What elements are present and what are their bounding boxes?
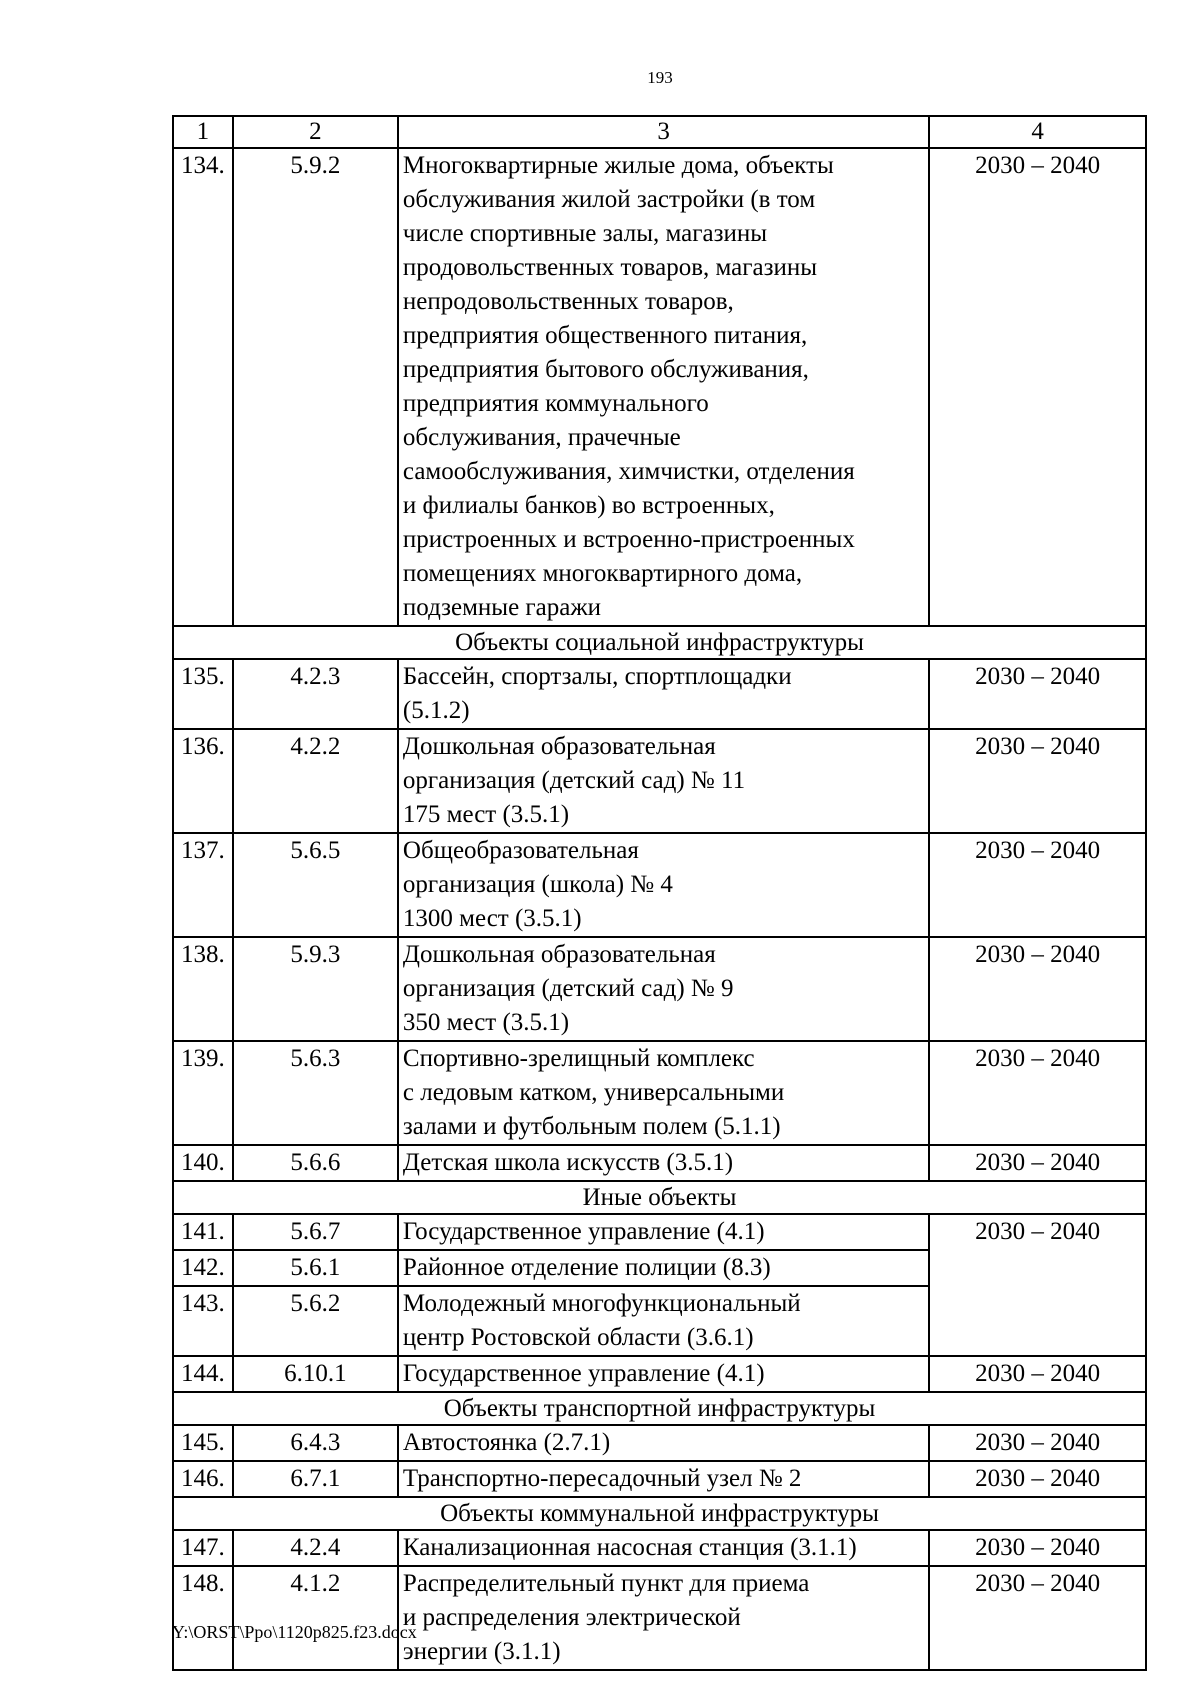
row-description: Дошкольная образовательная организация (детский сад) № 11 175 мест (3.5.1)	[398, 729, 929, 833]
row-code: 4.1.2	[233, 1566, 398, 1670]
row-period: 2030 – 2040	[929, 1145, 1146, 1181]
row-code: 5.9.2	[233, 148, 398, 626]
objects-table	[172, 115, 1147, 1671]
row-description: Многоквартирные жилые дома, объекты обслуживания жилой застройки (в том числе спортивные залы, магазины продовольственных товаров, магазины непродовольственных товаров, предприятия общественного питания, предприятия бытового обслуживания, предприятия коммунального обслуживания, прачечные самообслуживания, химчистки, отделения и филиалы банков) во встроенных, пристроенных и встроенно-пристроенных помещениях многоквартирного дома, подземные гаражи	[398, 148, 929, 626]
row-code: 5.6.6	[233, 1145, 398, 1181]
table-row	[173, 1041, 1146, 1145]
column-header: 1	[173, 116, 233, 148]
row-period: 2030 – 2040	[929, 1356, 1146, 1392]
table-row	[173, 1356, 1146, 1392]
row-description: Канализационная насосная станция (3.1.1)	[398, 1530, 929, 1566]
row-period: 2030 – 2040	[929, 1530, 1146, 1566]
row-description: Бассейн, спортзалы, спортплощадки (5.1.2)	[398, 659, 929, 729]
table-header-row	[173, 116, 1146, 148]
row-period: 2030 – 2040	[929, 833, 1146, 937]
row-number: 144.	[173, 1356, 233, 1392]
row-code: 5.6.5	[233, 833, 398, 937]
table-row	[173, 1461, 1146, 1497]
row-description: Транспортно-пересадочный узел № 2	[398, 1461, 929, 1497]
row-number: 134.	[173, 148, 233, 626]
row-number: 143.	[173, 1286, 233, 1356]
table-row	[173, 1566, 1146, 1670]
row-code: 5.6.7	[233, 1214, 398, 1250]
table-row	[173, 1530, 1146, 1566]
table-row	[173, 1214, 1146, 1250]
row-number: 136.	[173, 729, 233, 833]
section-title-other: Иные объекты	[173, 1181, 1146, 1214]
section-title-transport: Объекты транспортной инфраструктуры	[173, 1392, 1146, 1425]
row-period: 2030 – 2040	[929, 1566, 1146, 1670]
row-description: Государственное управление (4.1)	[398, 1356, 929, 1392]
table-row	[173, 1145, 1146, 1181]
row-period: 2030 – 2040	[929, 1214, 1146, 1356]
table-row	[173, 833, 1146, 937]
section-title-communal: Объекты коммунальной инфраструктуры	[173, 1497, 1146, 1530]
row-code: 6.10.1	[233, 1356, 398, 1392]
row-number: 141.	[173, 1214, 233, 1250]
row-code: 4.2.2	[233, 729, 398, 833]
row-code: 5.9.3	[233, 937, 398, 1041]
row-number: 139.	[173, 1041, 233, 1145]
row-code: 5.6.3	[233, 1041, 398, 1145]
row-code: 6.7.1	[233, 1461, 398, 1497]
row-description: Автостоянка (2.7.1)	[398, 1425, 929, 1461]
section-row	[173, 1497, 1146, 1530]
section-row	[173, 626, 1146, 659]
row-code: 4.2.3	[233, 659, 398, 729]
row-number: 146.	[173, 1461, 233, 1497]
column-header: 3	[398, 116, 929, 148]
row-period: 2030 – 2040	[929, 148, 1146, 626]
row-number: 140.	[173, 1145, 233, 1181]
row-description: Районное отделение полиции (8.3)	[398, 1250, 929, 1286]
row-code: 5.6.2	[233, 1286, 398, 1356]
section-row	[173, 1181, 1146, 1214]
row-period: 2030 – 2040	[929, 659, 1146, 729]
row-number: 145.	[173, 1425, 233, 1461]
row-code: 6.4.3	[233, 1425, 398, 1461]
row-period: 2030 – 2040	[929, 1425, 1146, 1461]
row-description: Распределительный пункт для приема и распределения электрической энергии (3.1.1)	[398, 1566, 929, 1670]
row-number: 135.	[173, 659, 233, 729]
section-row	[173, 1392, 1146, 1425]
table-row	[173, 148, 1146, 626]
row-period: 2030 – 2040	[929, 729, 1146, 833]
row-description: Дошкольная образовательная организация (детский сад) № 9 350 мест (3.5.1)	[398, 937, 929, 1041]
row-number: 148.	[173, 1566, 233, 1670]
row-number: 137.	[173, 833, 233, 937]
column-header: 4	[929, 116, 1146, 148]
row-period: 2030 – 2040	[929, 937, 1146, 1041]
row-description: Государственное управление (4.1)	[398, 1214, 929, 1250]
row-description: Детская школа искусств (3.5.1)	[398, 1145, 929, 1181]
column-header: 2	[233, 116, 398, 148]
row-period: 2030 – 2040	[929, 1461, 1146, 1497]
row-description: Молодежный многофункциональный центр Ростовской области (3.6.1)	[398, 1286, 929, 1356]
table-row	[173, 659, 1146, 729]
row-code: 4.2.4	[233, 1530, 398, 1566]
section-title-social: Объекты социальной инфраструктуры	[173, 626, 1146, 659]
row-description: Общеобразовательная организация (школа) № 4 1300 мест (3.5.1)	[398, 833, 929, 937]
row-number: 138.	[173, 937, 233, 1041]
table-row	[173, 1425, 1146, 1461]
row-period: 2030 – 2040	[929, 1041, 1146, 1145]
row-number: 147.	[173, 1530, 233, 1566]
table-row	[173, 937, 1146, 1041]
page-number: 193	[647, 68, 673, 87]
file-path-footer: Y:\ORST\Ppo\1120p825.f23.docx	[172, 1622, 417, 1642]
row-description: Спортивно-зрелищный комплекс с ледовым катком, универсальными залами и футбольным полем (5.1.1)	[398, 1041, 929, 1145]
row-code: 5.6.1	[233, 1250, 398, 1286]
table-row	[173, 729, 1146, 833]
row-number: 142.	[173, 1250, 233, 1286]
